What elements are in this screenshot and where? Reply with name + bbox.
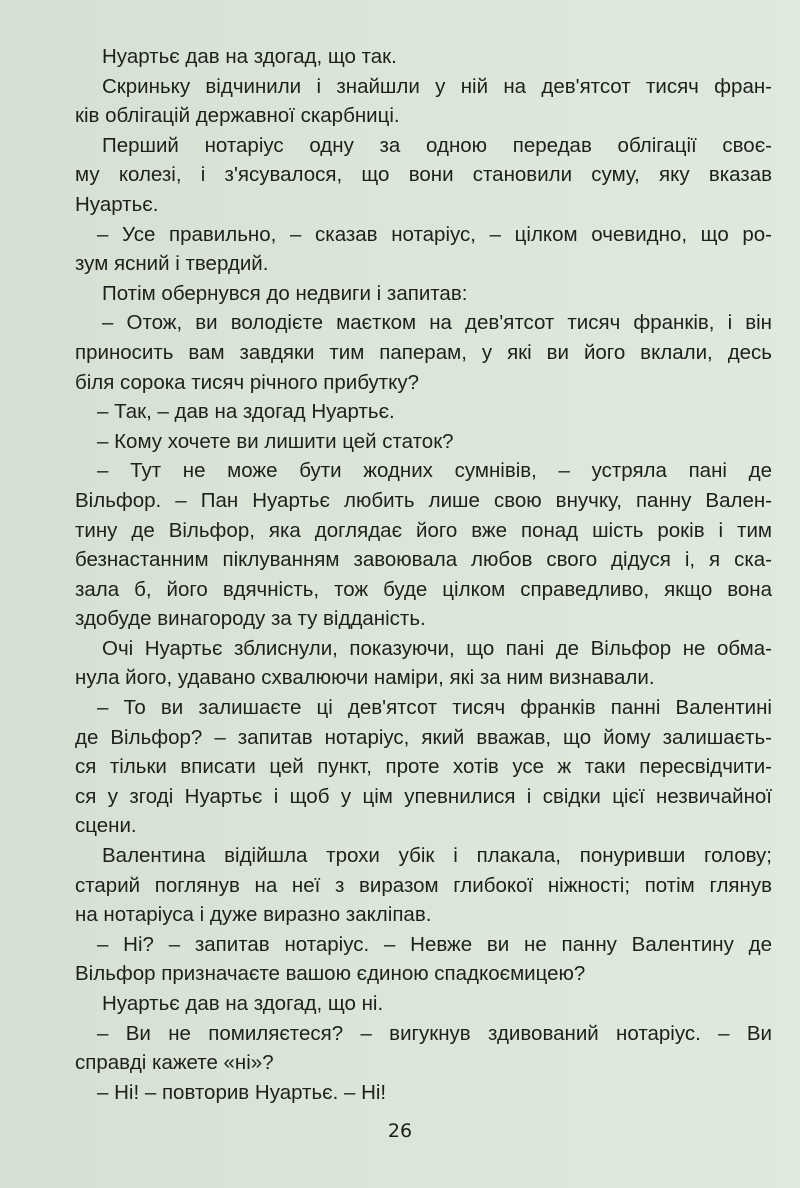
text-line: му колезі, і з'ясувалося, що вони становили суму, яку вказав	[75, 163, 772, 187]
text-line: Валентина відійшла трохи убік і плакала, понуривши голову;	[102, 844, 772, 868]
text-line: Нуартьє дав на здогад, що так.	[102, 45, 397, 68]
text-line: нула його, удавано схвалюючи наміри, які за ним визнавали.	[75, 666, 655, 690]
text-line: – Отож, ви володієте маєтком на дев'ятсот тисяч франків, і він	[102, 311, 772, 335]
text-line: приносить вам завдяки тим паперам, у які ви його вклали, десь	[75, 340, 772, 364]
text-line: – Кому хочете ви лишити цей статок?	[97, 429, 454, 453]
text-line: – Тут не може бути жодних сумнівів, – устряла пані де	[97, 459, 772, 483]
text-line: справді кажете «ні»?	[75, 1051, 274, 1075]
text-line: – Усе правильно, – сказав нотаріус, – цілком очевидно, що ро-	[97, 222, 772, 246]
text-line: Вільфор. – Пан Нуартьє любить лише свою внучку, панну Вален-	[75, 488, 772, 512]
text-line: Потім обернувся до недвиги і запитав:	[102, 281, 468, 305]
text-line: тину де Вільфор, яка доглядає його вже понад шість років і тим	[75, 518, 772, 542]
text-line: старий поглянув на неї з виразом глибокої ніжності; потім глянув	[75, 873, 772, 897]
text-line: Нуартьє.	[75, 192, 159, 216]
text-line: ся тільки вписати цей пункт, проте хотів усе ж таки пересвідчити-	[75, 755, 772, 779]
text-line: Нуартьє дав на здогад, що ні.	[102, 992, 384, 1015]
text-line: здобуде винагороду за ту відданість.	[75, 607, 426, 631]
text-line: Перший нотаріус одну за одною передав облігації своє-	[102, 133, 772, 157]
text-line: безнастанним піклуванням завоювала любов свого дідуся і, я ска-	[75, 548, 772, 572]
page-number: 26	[387, 1120, 413, 1142]
text-line: на нотаріуса і дуже виразно закліпав.	[75, 903, 432, 927]
text-line: де Вільфор? – запитав нотаріус, який вважав, що йому залишаєть-	[75, 725, 772, 749]
text-line: ся у згоді Нуартьє і щоб у цім упевнилися і свідки цієї незвичайної	[75, 784, 772, 808]
text-line: зум ясний і твердий.	[75, 252, 269, 276]
text-line: ків облігацій державної скарбниці.	[75, 104, 400, 128]
text-line: Скриньку відчинили і знайшли у ній на дев'ятсот тисяч фран-	[102, 74, 772, 98]
text-line: – Ви не помиляєтеся? – вигукнув здивований нотаріус. – Ви	[97, 1021, 772, 1045]
text-line: зала б, його вдячність, тож буде цілком справедливо, якщо вона	[75, 577, 772, 601]
text-line: – То ви залишаєте ці дев'ятсот тисяч франків панні Валентині	[97, 696, 772, 720]
text-line: – Ні? – запитав нотаріус. – Невже ви не панну Валентину де	[97, 932, 772, 956]
text-line: Очі Нуартьє зблиснули, показуючи, що пані де Вільфор не обма-	[102, 636, 772, 660]
text-line: – Так, – дав на здогад Нуартьє.	[97, 400, 395, 424]
text-line: – Ні! – повторив Нуартьє. – Ні!	[97, 1080, 387, 1104]
text-line: сцени.	[75, 814, 137, 838]
text-line: біля сорока тисяч річного прибутку?	[75, 370, 420, 394]
text-line: Вільфор призначаєте вашою єдиною спадкоємицею?	[75, 962, 586, 986]
book-page-text	[75, 42, 772, 1107]
